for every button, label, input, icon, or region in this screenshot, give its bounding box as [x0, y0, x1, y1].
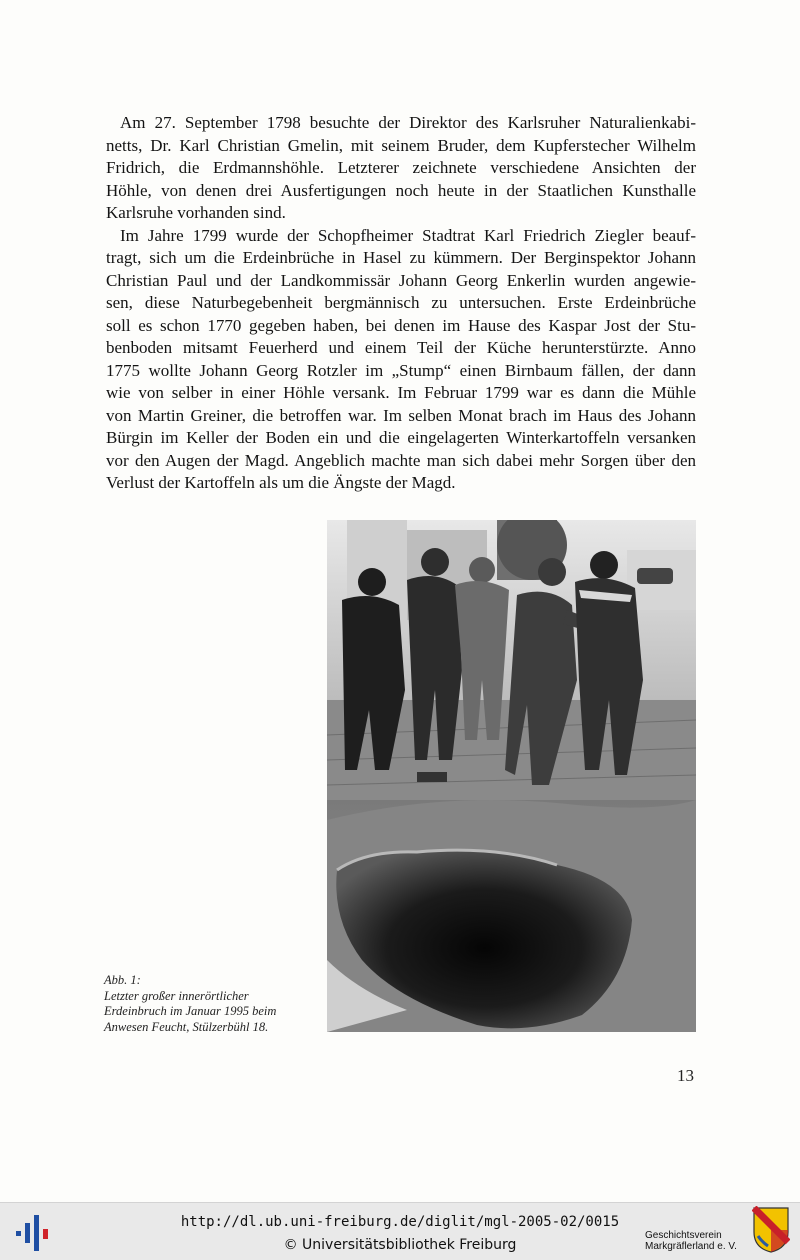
- text-line: vor den Augen der Magd. Angeblich machte man sich dabei mehr Sorgen über den: [106, 450, 696, 470]
- paragraph-2: [106, 225, 696, 495]
- caption-line: Erdeinbruch im Januar 1995 beim: [104, 1004, 277, 1018]
- text-line: benboden mitsamt Feuerherd und einem Teil der Küche herunterstürzte. Anno: [106, 338, 696, 357]
- text-line: 1775 wollte Johann Georg Rotzler im „Stump“ einen Birnbaum fällen, der dann: [106, 360, 696, 380]
- text-line: Im Jahre 1799 wurde der Schopfheimer Stadtrat Karl Friedrich Ziegler beauf-: [120, 225, 696, 245]
- society-name-line-1: Geschichtsverein: [645, 1230, 722, 1241]
- society-name: [645, 1230, 737, 1252]
- figure-caption: [104, 973, 319, 1035]
- sinkhole-photo: [327, 520, 696, 1032]
- text-line: soll es schon 1770 gegeben haben, bei denen im Hause des Kaspar Jost der Stu-: [106, 315, 696, 335]
- copyright-notice: © Universitätsbibliothek Freiburg: [283, 1237, 517, 1253]
- caption-line: Anwesen Feucht, Stülzerbühl 18.: [104, 1019, 269, 1034]
- text-line: Christian Paul und der Landkommissär Johann Georg Enkerlin wurden angewie-: [106, 270, 696, 290]
- paragraph-1: [106, 112, 696, 225]
- text-line: Höhle, von denen drei Ausfertigungen noch heute in der Staatlichen Kunsthalle: [106, 180, 696, 200]
- text-line: sen, diese Naturbegebenheit bergmännisch zu untersuchen. Erste Erdeinbrüche: [106, 293, 696, 312]
- text-line: Fridrich, die Erdmannshöhle. Letzterer zeichnete verschiedene Ansichten der: [106, 158, 696, 177]
- text-line: von Martin Greiner, die betroffen war. Im selben Monat brach im Haus des Johann: [106, 405, 696, 425]
- text-line: Verlust der Kartoffeln als um die Ängste der Magd.: [106, 473, 456, 492]
- text-line: tragt, sich um die Erdeinbrüche in Hasel zu kümmern. Der Berginspektor Johann: [106, 248, 696, 267]
- page-number: 13: [677, 1066, 694, 1085]
- caption-line: Abb. 1:: [104, 973, 141, 987]
- text-line: wie von selber in einer Höhle versank. Im Februar 1799 war es dann die Mühle: [106, 383, 696, 402]
- permalink-url[interactable]: http://dl.ub.uni-freiburg.de/diglit/mgl-2005-02/0015: [180, 1214, 620, 1230]
- body-text: [106, 112, 696, 495]
- photo-illustration: [327, 520, 696, 1032]
- coat-of-arms-icon[interactable]: [752, 1206, 790, 1254]
- text-line: Karlsruhe vorhanden sind.: [106, 203, 286, 222]
- caption-line: Letzter großer innerörtlicher: [104, 988, 249, 1003]
- text-line: Am 27. September 1798 besuchte der Direktor des Karlsruher Naturalienkabi-: [120, 113, 696, 132]
- text-line: netts, Dr. Karl Christian Gmelin, mit seinem Bruder, dem Kupferstecher Wilhelm: [106, 135, 696, 155]
- society-name-line-2: Markgräflerland e. V.: [645, 1241, 737, 1252]
- text-line: Bürgin im Keller der Boden ein und die eingelagerten Winterkartoffeln versanken: [106, 428, 696, 447]
